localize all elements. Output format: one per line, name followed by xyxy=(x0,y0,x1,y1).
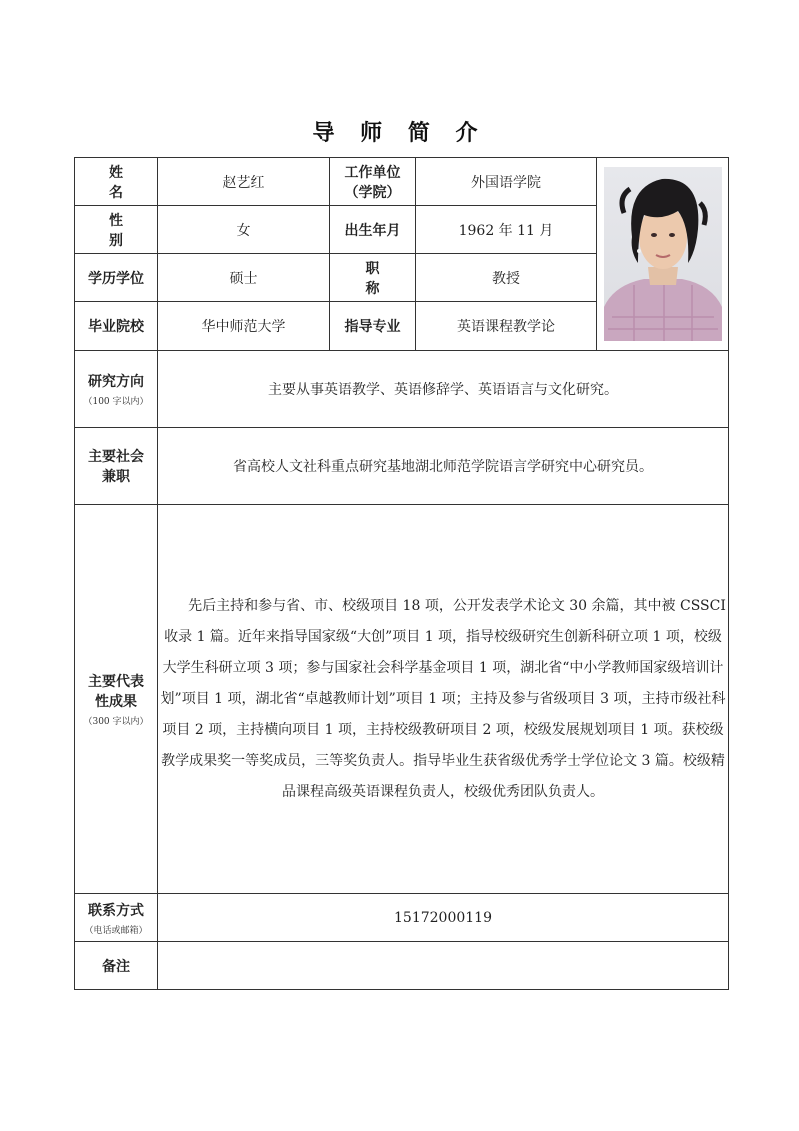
research-label: 研究方向 （100 字以内） xyxy=(75,351,158,428)
contact-value: 15172000119 xyxy=(158,894,729,942)
birth-label: 出生年月 xyxy=(330,206,416,254)
achievement-label: 主要代表 性成果 （300 字以内） xyxy=(75,505,158,894)
photo-cell xyxy=(597,158,729,351)
contact-label: 联系方式 （电话或邮箱） xyxy=(75,894,158,942)
profile-table xyxy=(74,157,729,990)
social-value: 省高校人文社科重点研究基地湖北师范学院语言学研究中心研究员。 xyxy=(158,428,729,505)
portrait-photo xyxy=(604,167,722,341)
title-value: 教授 xyxy=(416,254,597,302)
birth-value: 1962 年 11 月 xyxy=(416,206,597,254)
name-label: 姓名 xyxy=(75,158,158,206)
achievement-text: 先后主持和参与省、市、校级项目 18 项，公开发表学术论文 30 余篇，其中被 CSSCI 收录 1 篇。近年来指导国家级“大创”项目 1 项，指导校级研究生创新科研立项 1 项，校级大学生科研立项 3 项；参与国家社会科学基金项目 1 项，湖北省“中小学教师国家级培训计划”项目 1 项，湖北省“卓越教师计划”项目 1 项；主持及参与省级项目 3 项，主持市级社科项目 2 项，主持横向项目 1 项，主持校级教研项目 2 项，校级发展规划项目 1 项。获校级教学成果奖一等奖成员，三等奖负责人。指导毕业生获省级优秀学士学位论文 3 篇。校级精品课程高级英语课程负责人，校级优秀团队负责人。 xyxy=(160,597,726,800)
gender-label: 性别 xyxy=(75,206,158,254)
degree-value: 硕士 xyxy=(158,254,330,302)
social-label: 主要社会 兼职 xyxy=(75,428,158,505)
research-value: 主要从事英语教学、英语修辞学、英语语言与文化研究。 xyxy=(158,351,729,428)
work-unit-value: 外国语学院 xyxy=(416,158,597,206)
school-label: 毕业院校 xyxy=(75,302,158,351)
work-unit-label: 工作单位 （学院） xyxy=(330,158,416,206)
major-label: 指导专业 xyxy=(330,302,416,351)
remarks-label: 备注 xyxy=(75,942,158,990)
name-value: 赵艺红 xyxy=(158,158,330,206)
major-value: 英语课程教学论 xyxy=(416,302,597,351)
gender-value: 女 xyxy=(158,206,330,254)
remarks-value xyxy=(158,942,729,990)
title-label: 职称 xyxy=(330,254,416,302)
achievement-value xyxy=(158,505,729,894)
page-title: 导 师 简 介 xyxy=(312,121,487,146)
school-value: 华中师范大学 xyxy=(158,302,330,351)
degree-label: 学历学位 xyxy=(75,254,158,302)
portrait-image xyxy=(604,167,722,341)
